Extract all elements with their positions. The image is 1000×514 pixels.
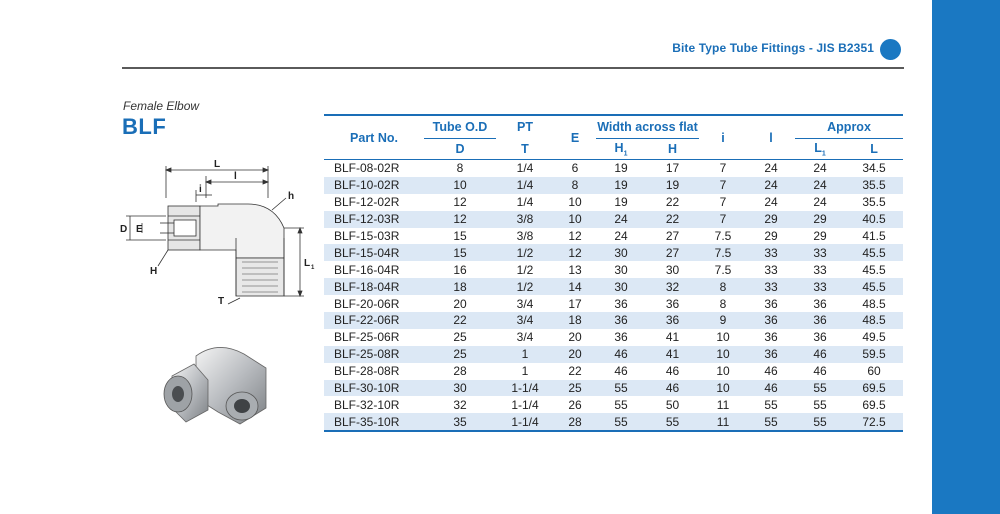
cell-h1: 24 [596,211,646,228]
cell-l: 24 [747,177,795,194]
cell-L: 48.5 [845,312,903,329]
cell-L: 40.5 [845,211,903,228]
table-row [324,194,903,211]
cell-L: 45.5 [845,244,903,261]
cell-t: 3/4 [496,312,554,329]
cell-L: 60 [867,364,881,379]
table-row [324,211,903,228]
header-approx: Approx [795,115,903,139]
cell-part: BLF-15-04R [324,244,424,261]
dim-label-E: E [136,224,143,235]
cell-l: 33 [764,262,778,277]
cell-l: 36 [747,346,795,363]
cell-t: 1/4 [496,177,554,194]
cell-L: 48.5 [862,296,886,311]
table-row [324,396,903,413]
header-l1: $L_1$ [795,139,845,160]
dim-label-L1-sub: 1 [311,265,315,271]
cell-e: 26 [568,397,582,412]
cell-l1: 36 [813,330,827,345]
cell-l1: 55 [813,397,827,412]
cell-l: 36 [747,312,795,329]
cell-d: 28 [453,364,467,379]
cell-h: 41 [646,346,699,363]
cell-t: 1-1/4 [496,413,554,431]
dim-label-i: i [199,184,202,195]
header-tube-od: Tube O.D [424,115,496,139]
cell-l1: 33 [795,278,845,295]
cell-i: 7 [719,195,727,210]
product-code: BLF [122,114,167,139]
spec-table [324,114,903,432]
cell-t: 1/2 [496,244,554,261]
cell-h: 32 [646,278,699,295]
cell-h1: 30 [596,278,646,295]
cell-h1: 24 [614,229,628,243]
cell-l1: 29 [813,229,827,243]
header-width-across-flat: Width across flat [596,115,699,139]
table-row [324,329,903,346]
product-photo [148,336,272,436]
table-row [324,228,903,245]
cell-l1: 24 [813,195,827,210]
dim-label-T: T [218,296,225,307]
cell-i: 10 [699,380,747,397]
cell-part: BLF-15-03R [334,229,400,243]
cell-i: 10 [699,346,747,363]
cell-part: BLF-28-08R [334,364,400,379]
cell-l1: 36 [795,312,845,329]
cell-part: BLF-25-06R [334,330,400,345]
cell-part: BLF-20-06R [334,296,400,311]
cell-d: 10 [424,177,496,194]
cell-t: 3/8 [516,229,534,243]
cell-i: 11 [699,413,747,431]
cell-d: 15 [453,229,467,243]
cell-t: 1-1/4 [496,380,554,397]
cell-e: 22 [568,364,582,379]
cell-t: 1/2 [496,278,554,295]
dim-label-H: H [150,266,158,277]
cell-h1: 30 [614,262,628,277]
cell-l: 29 [764,229,778,243]
cell-i: 10 [716,364,730,379]
cell-part: BLF-25-08R [324,346,424,363]
cell-h1: 55 [596,380,646,397]
cell-L: 45.5 [845,278,903,295]
cell-h: 17 [665,161,680,176]
cell-e: 6 [571,161,579,176]
cell-part: BLF-16-04R [334,262,400,277]
product-subtitle: Female Elbow [123,99,200,113]
cell-d: 18 [424,278,496,295]
cell-l: 33 [747,244,795,261]
cell-e: 12 [554,244,596,261]
cell-l1: 29 [795,211,845,228]
cell-i: 7 [699,177,747,194]
cell-l1: 33 [795,244,845,261]
cell-l1: 33 [813,262,827,277]
cell-l1: 55 [795,413,845,431]
cell-L: 72.5 [845,413,903,431]
cell-t: 3/4 [516,330,534,345]
cell-i: 7.5 [699,244,747,261]
cell-t: 1-1/4 [511,397,539,412]
header-divider [122,67,904,69]
cell-e: 18 [554,312,596,329]
table-row [324,261,903,278]
cell-l1: 36 [813,296,827,311]
cell-part: BLF-12-02R [334,195,400,210]
cell-part: BLF-10-02R [324,177,424,194]
cell-h1: 46 [614,364,628,379]
technical-drawing [108,158,318,308]
cell-l1: 46 [795,346,845,363]
table-row [324,346,903,363]
cell-d: 22 [424,312,496,329]
header-h1: $H_1$ [596,139,646,160]
cell-l: 36 [764,296,778,311]
cell-h: 22 [646,211,699,228]
cell-l: 29 [747,211,795,228]
cell-e: 14 [554,278,596,295]
cell-h: 46 [646,380,699,397]
cell-e: 13 [568,262,582,277]
cell-i: 8 [719,296,727,311]
cell-i: 7 [719,161,727,176]
cell-l: 36 [764,330,778,345]
cell-d: 8 [456,161,464,176]
cell-h1: 19 [614,195,628,210]
cell-t: 1/4 [516,161,534,176]
cell-t: 3/4 [516,296,534,311]
cell-i: 7 [699,211,747,228]
cell-L: 34.5 [862,161,886,176]
cell-h1: 46 [596,346,646,363]
cell-h1: 36 [596,312,646,329]
header-d: D [424,139,496,160]
cell-l1: 24 [795,177,845,194]
cell-part: BLF-12-03R [324,211,424,228]
cell-h1: 19 [614,161,628,176]
cell-i: 11 [716,397,730,412]
dim-label-h: h [288,191,295,202]
cell-d: 12 [424,211,496,228]
dim-label-D: D [120,224,128,235]
cell-e: 20 [554,346,596,363]
cell-e: 17 [568,296,582,311]
cell-h: 41 [665,330,680,345]
cell-d: 20 [453,296,467,311]
header-t: T [496,139,554,160]
cell-h: 27 [665,229,680,243]
header-part-no: Part No. [324,115,424,160]
cell-l: 33 [747,278,795,295]
cell-e: 10 [568,195,582,210]
table-row [324,413,903,431]
cell-l: 24 [764,195,778,210]
cell-h1: 55 [596,413,646,431]
cell-e: 12 [568,229,582,243]
dim-label-L: L [214,159,221,170]
cell-e: 20 [568,330,582,345]
table-row [324,177,903,194]
cell-d: 25 [424,346,496,363]
cell-l: 24 [764,161,778,176]
cell-d: 25 [453,330,467,345]
cell-d: 16 [453,262,467,277]
cell-part: BLF-35-10R [324,413,424,431]
cell-h: 55 [646,413,699,431]
cell-i: 7.5 [714,262,732,277]
cell-d: 15 [424,244,496,261]
cell-h1: 30 [596,244,646,261]
header-i: i [699,115,747,160]
cell-part: BLF-08-02R [334,161,400,176]
cell-part: BLF-18-04R [324,278,424,295]
cell-part: BLF-22-06R [324,312,424,329]
cell-h: 27 [646,244,699,261]
cell-part: BLF-30-10R [324,380,424,397]
header-pt: PT [517,120,533,135]
table-row [324,160,903,177]
cell-i: 9 [699,312,747,329]
header-h: H [646,139,699,160]
table-row [324,295,903,312]
cell-h1: 55 [614,397,628,412]
cell-L: 59.5 [845,346,903,363]
cell-h: 50 [665,397,680,412]
cell-t: 1 [496,346,554,363]
cell-L: 41.5 [862,229,886,243]
header-e: E [554,115,596,160]
cell-e: 28 [554,413,596,431]
header-dot-icon [880,39,901,60]
cell-e: 25 [554,380,596,397]
cell-e: 8 [554,177,596,194]
cell-L: 45.5 [862,262,886,277]
cell-L: 69.5 [845,380,903,397]
cell-l: 46 [747,380,795,397]
cell-t: 1/2 [516,262,534,277]
cell-d: 32 [453,397,467,412]
cell-h: 36 [665,296,680,311]
cell-t: 1 [521,364,529,379]
cell-i: 8 [699,278,747,295]
dim-label-L1: L [304,258,311,269]
page-header-title: Bite Type Tube Fittings - JIS B2351 [672,41,874,55]
cell-l1: 55 [795,380,845,397]
cell-l1: 46 [813,364,827,379]
side-color-bar [932,0,1000,514]
cell-l: 55 [747,413,795,431]
cell-L: 49.5 [862,330,886,345]
cell-d: 30 [424,380,496,397]
cell-d: 35 [424,413,496,431]
table-row [324,278,903,295]
cell-h: 22 [665,195,680,210]
cell-part: BLF-32-10R [334,397,400,412]
cell-l: 46 [764,364,778,379]
header-L: L [845,139,903,160]
cell-i: 10 [716,330,730,345]
dim-label-l: l [234,171,237,182]
cell-e: 10 [554,211,596,228]
cell-d: 12 [453,195,467,210]
cell-h: 36 [646,312,699,329]
cell-h1: 36 [614,330,628,345]
cell-L: 35.5 [862,195,886,210]
cell-i: 7.5 [714,229,732,243]
cell-t: 3/8 [496,211,554,228]
table-row [324,312,903,329]
cell-h: 46 [665,364,680,379]
cell-t: 1/4 [516,195,534,210]
cell-L: 69.5 [862,397,886,412]
table-row [324,244,903,261]
cell-h1: 36 [614,296,628,311]
cell-h1: 19 [596,177,646,194]
cell-l: 55 [764,397,778,412]
cell-h: 30 [665,262,680,277]
cell-L: 35.5 [845,177,903,194]
table-row [324,380,903,397]
table-row [324,363,903,380]
cell-l1: 24 [813,161,827,176]
header-l: l [747,115,795,160]
cell-h: 19 [646,177,699,194]
